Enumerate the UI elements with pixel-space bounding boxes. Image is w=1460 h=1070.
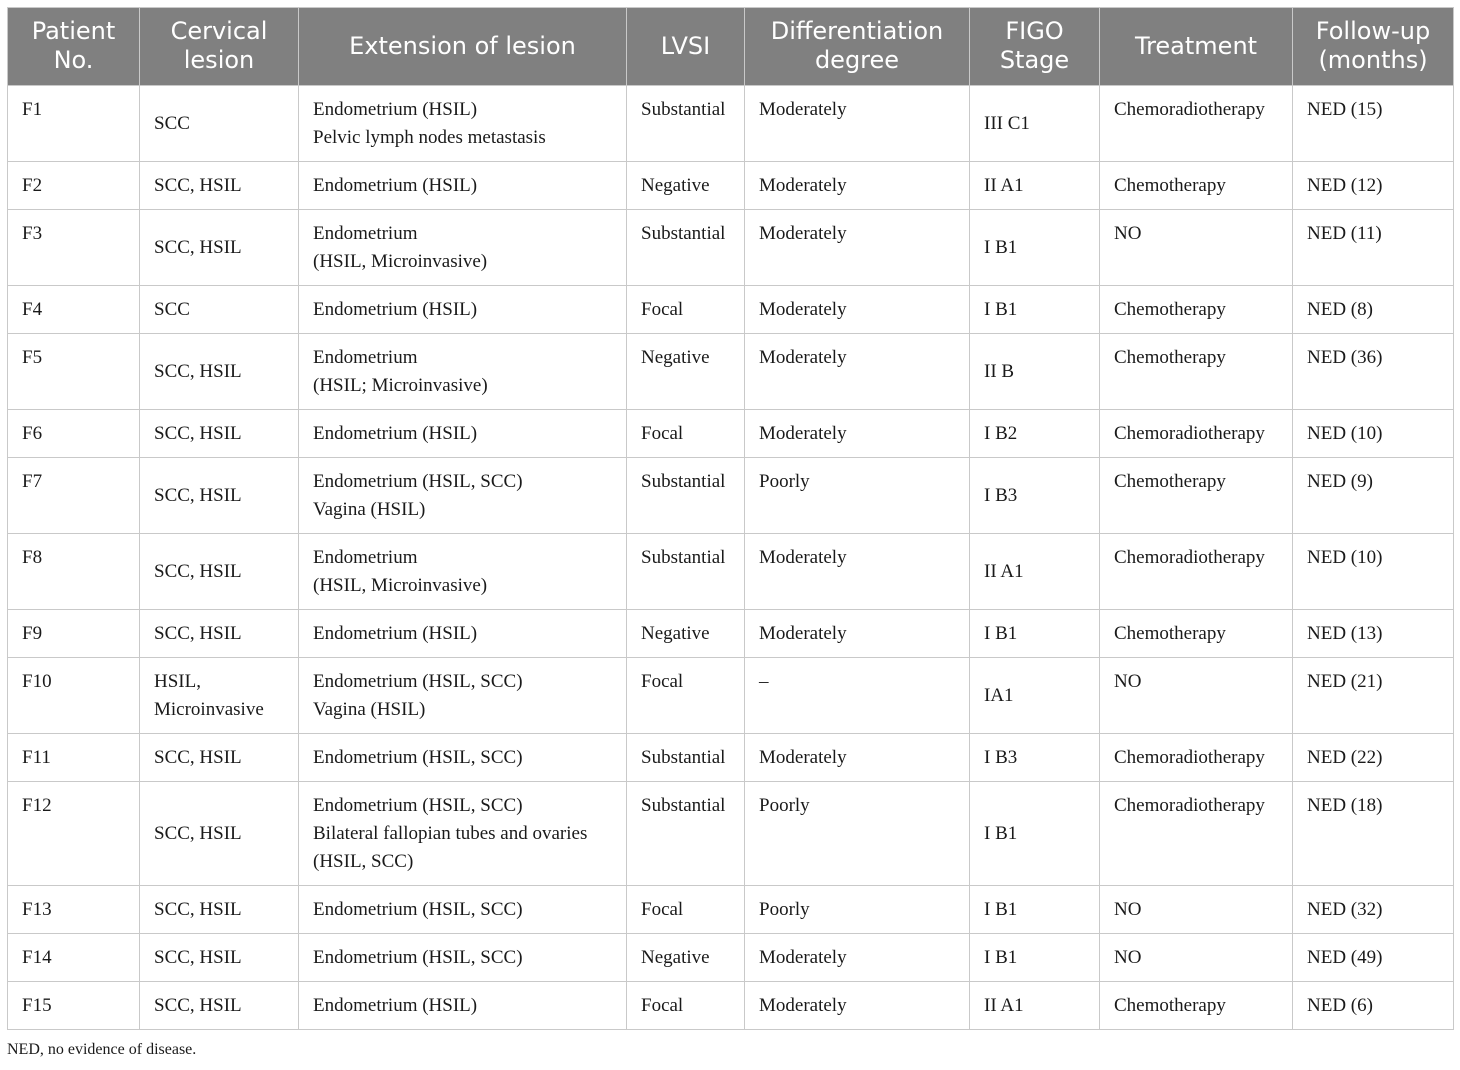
cell-lvsi-text: Focal bbox=[641, 899, 684, 920]
cell-extension-of-lesion bbox=[299, 210, 627, 286]
cell-patient-no-text: F7 bbox=[22, 471, 43, 492]
table-row bbox=[8, 534, 1454, 610]
cell-treatment bbox=[1100, 86, 1293, 162]
table-container bbox=[7, 7, 1453, 1030]
cell-treatment-text: Chemoradiotherapy bbox=[1114, 747, 1265, 768]
cell-differentiation-degree bbox=[745, 86, 970, 162]
cell-differentiation-degree-text: – bbox=[759, 671, 769, 692]
cell-patient-no bbox=[8, 458, 140, 534]
cell-treatment-text: NO bbox=[1114, 947, 1142, 968]
cell-lvsi-text: Substantial bbox=[641, 547, 726, 568]
cell-follow-up-text: NED (10) bbox=[1307, 547, 1383, 568]
cell-treatment bbox=[1100, 458, 1293, 534]
cell-treatment-text: Chemotherapy bbox=[1114, 623, 1226, 644]
cell-differentiation-degree-text: Poorly bbox=[759, 471, 810, 492]
cell-differentiation-degree-text: Moderately bbox=[759, 947, 847, 968]
cell-treatment bbox=[1100, 934, 1293, 982]
cell-cervical-lesion bbox=[140, 734, 299, 782]
cell-treatment bbox=[1100, 210, 1293, 286]
cell-lvsi bbox=[627, 210, 745, 286]
cell-follow-up bbox=[1293, 782, 1454, 886]
cell-cervical-lesion bbox=[140, 286, 299, 334]
cell-patient-no-text: F5 bbox=[22, 347, 43, 368]
cell-lvsi-text: Focal bbox=[641, 995, 684, 1016]
header-row bbox=[8, 8, 1454, 86]
cell-extension-of-lesion-line: Endometrium (HSIL, SCC) bbox=[313, 947, 523, 968]
cell-lvsi bbox=[627, 534, 745, 610]
cell-differentiation-degree bbox=[745, 734, 970, 782]
cell-extension-of-lesion bbox=[299, 162, 627, 210]
cell-cervical-lesion bbox=[140, 934, 299, 982]
cell-lvsi-text: Substantial bbox=[641, 795, 726, 816]
cell-patient-no-text: F10 bbox=[22, 671, 52, 692]
cell-extension-of-lesion-line: Vagina (HSIL) bbox=[313, 499, 426, 520]
cell-cervical-lesion bbox=[140, 458, 299, 534]
cell-treatment bbox=[1100, 982, 1293, 1030]
cell-lvsi-text: Substantial bbox=[641, 747, 726, 768]
cell-patient-no bbox=[8, 782, 140, 886]
cell-extension-of-lesion-line: Endometrium (HSIL) bbox=[313, 299, 478, 320]
table-row bbox=[8, 210, 1454, 286]
cell-lvsi bbox=[627, 610, 745, 658]
cell-differentiation-degree bbox=[745, 982, 970, 1030]
cell-differentiation-degree-text: Moderately bbox=[759, 347, 847, 368]
cell-differentiation-degree bbox=[745, 458, 970, 534]
cell-figo-stage bbox=[970, 534, 1100, 610]
cell-figo-stage bbox=[970, 162, 1100, 210]
cell-extension-of-lesion bbox=[299, 934, 627, 982]
cell-patient-no bbox=[8, 734, 140, 782]
cell-extension-of-lesion bbox=[299, 334, 627, 410]
cell-figo-stage-text: I B3 bbox=[984, 485, 1018, 506]
cell-differentiation-degree bbox=[745, 410, 970, 458]
cell-figo-stage bbox=[970, 658, 1100, 734]
cell-follow-up bbox=[1293, 410, 1454, 458]
cell-figo-stage-text: II A1 bbox=[984, 561, 1024, 582]
cell-differentiation-degree bbox=[745, 658, 970, 734]
cell-extension-of-lesion bbox=[299, 610, 627, 658]
table-row bbox=[8, 610, 1454, 658]
cell-treatment-text: NO bbox=[1114, 671, 1142, 692]
cell-patient-no-text: F9 bbox=[22, 623, 43, 644]
cell-lvsi bbox=[627, 782, 745, 886]
cell-extension-of-lesion bbox=[299, 982, 627, 1030]
cell-follow-up-text: NED (49) bbox=[1307, 947, 1383, 968]
cell-treatment-text: Chemotherapy bbox=[1114, 995, 1226, 1016]
cell-figo-stage bbox=[970, 934, 1100, 982]
cell-differentiation-degree bbox=[745, 210, 970, 286]
cell-figo-stage-text: II A1 bbox=[984, 995, 1024, 1016]
cell-lvsi-text: Negative bbox=[641, 947, 710, 968]
cell-lvsi bbox=[627, 86, 745, 162]
cell-figo-stage bbox=[970, 210, 1100, 286]
cell-figo-stage-text: II B bbox=[984, 361, 1015, 382]
cell-extension-of-lesion bbox=[299, 782, 627, 886]
cell-cervical-lesion bbox=[140, 334, 299, 410]
cell-extension-of-lesion bbox=[299, 534, 627, 610]
cell-follow-up bbox=[1293, 534, 1454, 610]
header-follow-up: Follow-up (months) bbox=[1293, 8, 1454, 86]
cell-patient-no-text: F15 bbox=[22, 995, 52, 1016]
cell-follow-up bbox=[1293, 982, 1454, 1030]
cell-extension-of-lesion-line: Endometrium (HSIL) bbox=[313, 423, 478, 444]
cell-extension-of-lesion-line: Endometrium bbox=[313, 347, 418, 368]
cell-cervical-lesion-line: SCC, HSIL bbox=[154, 947, 242, 968]
cell-patient-no bbox=[8, 982, 140, 1030]
cell-figo-stage-text: I B3 bbox=[984, 747, 1018, 768]
header-lvsi: LVSI bbox=[627, 8, 745, 86]
cell-treatment bbox=[1100, 162, 1293, 210]
cell-patient-no bbox=[8, 410, 140, 458]
cell-follow-up bbox=[1293, 886, 1454, 934]
cell-extension-of-lesion bbox=[299, 458, 627, 534]
cell-follow-up bbox=[1293, 286, 1454, 334]
cell-lvsi bbox=[627, 410, 745, 458]
cell-figo-stage-text: I B1 bbox=[984, 237, 1018, 258]
table-footnote: NED, no evidence of disease. bbox=[7, 1041, 197, 1058]
cell-cervical-lesion bbox=[140, 210, 299, 286]
cell-cervical-lesion bbox=[140, 534, 299, 610]
table-row bbox=[8, 162, 1454, 210]
header-extension-of-lesion: Extension of lesion bbox=[299, 8, 627, 86]
cell-treatment-text: Chemotherapy bbox=[1114, 471, 1226, 492]
cell-treatment-text: NO bbox=[1114, 899, 1142, 920]
header-cervical-lesion: Cervical lesion bbox=[140, 8, 299, 86]
cell-figo-stage-text: I B1 bbox=[984, 899, 1018, 920]
cell-patient-no-text: F12 bbox=[22, 795, 52, 816]
cell-lvsi-text: Negative bbox=[641, 623, 710, 644]
cell-figo-stage-text: I B1 bbox=[984, 623, 1018, 644]
cell-treatment-text: Chemotherapy bbox=[1114, 299, 1226, 320]
cell-patient-no-text: F11 bbox=[22, 747, 51, 768]
cell-treatment bbox=[1100, 534, 1293, 610]
cell-differentiation-degree-text: Moderately bbox=[759, 423, 847, 444]
cell-cervical-lesion bbox=[140, 162, 299, 210]
cell-follow-up-text: NED (22) bbox=[1307, 747, 1383, 768]
cell-extension-of-lesion-line: Endometrium bbox=[313, 547, 418, 568]
cell-patient-no bbox=[8, 162, 140, 210]
cell-extension-of-lesion-line: Endometrium (HSIL) bbox=[313, 99, 478, 120]
cell-extension-of-lesion-line: Endometrium (HSIL, SCC) bbox=[313, 471, 523, 492]
cell-figo-stage-text: II A1 bbox=[984, 175, 1024, 196]
cell-differentiation-degree bbox=[745, 286, 970, 334]
cell-lvsi-text: Focal bbox=[641, 423, 684, 444]
cell-extension-of-lesion-line: (HSIL, SCC) bbox=[313, 851, 414, 872]
cell-lvsi-text: Substantial bbox=[641, 223, 726, 244]
cell-cervical-lesion bbox=[140, 782, 299, 886]
cell-patient-no bbox=[8, 86, 140, 162]
cell-patient-no-text: F3 bbox=[22, 223, 43, 244]
cell-lvsi-text: Substantial bbox=[641, 471, 726, 492]
header-differentiation-degree: Differentiation degree bbox=[745, 8, 970, 86]
cell-follow-up-text: NED (18) bbox=[1307, 795, 1383, 816]
cell-lvsi bbox=[627, 934, 745, 982]
cell-follow-up-text: NED (32) bbox=[1307, 899, 1383, 920]
cell-treatment-text: NO bbox=[1114, 223, 1142, 244]
cell-differentiation-degree-text: Moderately bbox=[759, 623, 847, 644]
cell-figo-stage bbox=[970, 334, 1100, 410]
patient-table bbox=[7, 7, 1454, 1030]
cell-treatment bbox=[1100, 410, 1293, 458]
cell-treatment-text: Chemoradiotherapy bbox=[1114, 423, 1265, 444]
cell-treatment bbox=[1100, 286, 1293, 334]
cell-extension-of-lesion-line: Bilateral fallopian tubes and ovaries bbox=[313, 823, 588, 844]
cell-figo-stage-text: III C1 bbox=[984, 113, 1030, 134]
cell-cervical-lesion-line: SCC, HSIL bbox=[154, 623, 242, 644]
cell-extension-of-lesion-line: Vagina (HSIL) bbox=[313, 699, 426, 720]
cell-cervical-lesion bbox=[140, 658, 299, 734]
cell-extension-of-lesion-line: Endometrium (HSIL, SCC) bbox=[313, 899, 523, 920]
cell-figo-stage-text: I B1 bbox=[984, 947, 1018, 968]
cell-figo-stage bbox=[970, 286, 1100, 334]
cell-extension-of-lesion-line: Endometrium (HSIL) bbox=[313, 175, 478, 196]
cell-follow-up-text: NED (36) bbox=[1307, 347, 1383, 368]
cell-differentiation-degree-text: Moderately bbox=[759, 223, 847, 244]
cell-lvsi bbox=[627, 334, 745, 410]
cell-patient-no bbox=[8, 610, 140, 658]
cell-figo-stage bbox=[970, 734, 1100, 782]
table-row bbox=[8, 934, 1454, 982]
cell-follow-up bbox=[1293, 734, 1454, 782]
cell-patient-no bbox=[8, 210, 140, 286]
cell-lvsi-text: Negative bbox=[641, 175, 710, 196]
cell-follow-up bbox=[1293, 610, 1454, 658]
cell-patient-no bbox=[8, 534, 140, 610]
cell-differentiation-degree-text: Moderately bbox=[759, 299, 847, 320]
cell-lvsi bbox=[627, 458, 745, 534]
cell-follow-up-text: NED (10) bbox=[1307, 423, 1383, 444]
cell-cervical-lesion bbox=[140, 86, 299, 162]
cell-figo-stage-text: I B1 bbox=[984, 299, 1018, 320]
cell-lvsi bbox=[627, 734, 745, 782]
cell-extension-of-lesion-line: (HSIL; Microinvasive) bbox=[313, 375, 488, 396]
cell-follow-up-text: NED (12) bbox=[1307, 175, 1383, 196]
cell-differentiation-degree bbox=[745, 334, 970, 410]
cell-patient-no-text: F6 bbox=[22, 423, 43, 444]
cell-differentiation-degree-text: Poorly bbox=[759, 899, 810, 920]
cell-extension-of-lesion bbox=[299, 658, 627, 734]
cell-cervical-lesion-line: SCC, HSIL bbox=[154, 561, 242, 582]
cell-lvsi bbox=[627, 658, 745, 734]
table-row bbox=[8, 86, 1454, 162]
cell-lvsi-text: Negative bbox=[641, 347, 710, 368]
cell-differentiation-degree bbox=[745, 886, 970, 934]
cell-patient-no-text: F1 bbox=[22, 99, 43, 120]
cell-cervical-lesion-line: SCC, HSIL bbox=[154, 175, 242, 196]
cell-treatment-text: Chemoradiotherapy bbox=[1114, 547, 1265, 568]
table-row bbox=[8, 658, 1454, 734]
cell-treatment bbox=[1100, 610, 1293, 658]
table-row bbox=[8, 734, 1454, 782]
cell-follow-up-text: NED (15) bbox=[1307, 99, 1383, 120]
cell-follow-up bbox=[1293, 334, 1454, 410]
cell-lvsi bbox=[627, 886, 745, 934]
cell-patient-no bbox=[8, 286, 140, 334]
cell-treatment bbox=[1100, 782, 1293, 886]
cell-cervical-lesion bbox=[140, 410, 299, 458]
cell-figo-stage bbox=[970, 782, 1100, 886]
cell-patient-no bbox=[8, 934, 140, 982]
cell-treatment bbox=[1100, 886, 1293, 934]
cell-lvsi bbox=[627, 162, 745, 210]
cell-cervical-lesion-line: SCC, HSIL bbox=[154, 361, 242, 382]
header-patient-no: Patient No. bbox=[8, 8, 140, 86]
cell-treatment-text: Chemoradiotherapy bbox=[1114, 795, 1265, 816]
table-row bbox=[8, 782, 1454, 886]
cell-extension-of-lesion-line: (HSIL, Microinvasive) bbox=[313, 251, 488, 272]
cell-follow-up bbox=[1293, 458, 1454, 534]
cell-lvsi-text: Focal bbox=[641, 671, 684, 692]
cell-extension-of-lesion bbox=[299, 286, 627, 334]
cell-extension-of-lesion bbox=[299, 410, 627, 458]
cell-patient-no bbox=[8, 886, 140, 934]
cell-follow-up-text: NED (13) bbox=[1307, 623, 1383, 644]
cell-follow-up-text: NED (11) bbox=[1307, 223, 1382, 244]
cell-patient-no bbox=[8, 334, 140, 410]
cell-extension-of-lesion-line: Endometrium bbox=[313, 223, 418, 244]
cell-cervical-lesion-line: HSIL, bbox=[154, 671, 201, 692]
cell-differentiation-degree-text: Moderately bbox=[759, 995, 847, 1016]
cell-cervical-lesion-line: SCC bbox=[154, 299, 190, 320]
cell-patient-no-text: F2 bbox=[22, 175, 43, 196]
cell-patient-no-text: F13 bbox=[22, 899, 52, 920]
table-body bbox=[8, 86, 1454, 1030]
cell-figo-stage bbox=[970, 610, 1100, 658]
cell-figo-stage bbox=[970, 886, 1100, 934]
cell-follow-up bbox=[1293, 210, 1454, 286]
cell-cervical-lesion-line: SCC, HSIL bbox=[154, 995, 242, 1016]
cell-figo-stage bbox=[970, 982, 1100, 1030]
cell-cervical-lesion bbox=[140, 610, 299, 658]
cell-extension-of-lesion bbox=[299, 86, 627, 162]
cell-treatment-text: Chemotherapy bbox=[1114, 347, 1226, 368]
cell-differentiation-degree bbox=[745, 782, 970, 886]
header-figo-stage: FIGO Stage bbox=[970, 8, 1100, 86]
cell-follow-up bbox=[1293, 658, 1454, 734]
cell-treatment-text: Chemotherapy bbox=[1114, 175, 1226, 196]
cell-treatment bbox=[1100, 334, 1293, 410]
cell-follow-up-text: NED (6) bbox=[1307, 995, 1373, 1016]
cell-differentiation-degree bbox=[745, 610, 970, 658]
cell-differentiation-degree bbox=[745, 934, 970, 982]
cell-differentiation-degree-text: Moderately bbox=[759, 175, 847, 196]
cell-extension-of-lesion-line: Endometrium (HSIL) bbox=[313, 995, 478, 1016]
cell-extension-of-lesion-line: Pelvic lymph nodes metastasis bbox=[313, 127, 546, 148]
header-treatment: Treatment bbox=[1100, 8, 1293, 86]
cell-extension-of-lesion bbox=[299, 886, 627, 934]
cell-differentiation-degree-text: Moderately bbox=[759, 99, 847, 120]
cell-follow-up-text: NED (9) bbox=[1307, 471, 1373, 492]
cell-follow-up bbox=[1293, 162, 1454, 210]
cell-figo-stage bbox=[970, 410, 1100, 458]
cell-cervical-lesion-line: SCC, HSIL bbox=[154, 423, 242, 444]
cell-differentiation-degree-text: Moderately bbox=[759, 747, 847, 768]
cell-cervical-lesion-line: Microinvasive bbox=[154, 699, 264, 720]
cell-treatment-text: Chemoradiotherapy bbox=[1114, 99, 1265, 120]
cell-lvsi bbox=[627, 982, 745, 1030]
cell-patient-no-text: F4 bbox=[22, 299, 43, 320]
table-row bbox=[8, 334, 1454, 410]
cell-lvsi-text: Focal bbox=[641, 299, 684, 320]
cell-differentiation-degree bbox=[745, 534, 970, 610]
cell-cervical-lesion-line: SCC, HSIL bbox=[154, 237, 242, 258]
cell-cervical-lesion bbox=[140, 886, 299, 934]
cell-figo-stage bbox=[970, 458, 1100, 534]
cell-lvsi-text: Substantial bbox=[641, 99, 726, 120]
cell-cervical-lesion-line: SCC bbox=[154, 113, 190, 134]
table-row bbox=[8, 982, 1454, 1030]
cell-treatment bbox=[1100, 734, 1293, 782]
cell-extension-of-lesion-line: Endometrium (HSIL, SCC) bbox=[313, 795, 523, 816]
cell-figo-stage-text: I B1 bbox=[984, 823, 1018, 844]
cell-differentiation-degree-text: Moderately bbox=[759, 547, 847, 568]
cell-extension-of-lesion-line: Endometrium (HSIL, SCC) bbox=[313, 747, 523, 768]
cell-cervical-lesion-line: SCC, HSIL bbox=[154, 747, 242, 768]
cell-patient-no-text: F14 bbox=[22, 947, 52, 968]
cell-extension-of-lesion-line: (HSIL, Microinvasive) bbox=[313, 575, 488, 596]
cell-cervical-lesion-line: SCC, HSIL bbox=[154, 485, 242, 506]
cell-patient-no-text: F8 bbox=[22, 547, 43, 568]
cell-differentiation-degree bbox=[745, 162, 970, 210]
cell-follow-up-text: NED (8) bbox=[1307, 299, 1373, 320]
cell-lvsi bbox=[627, 286, 745, 334]
cell-extension-of-lesion-line: Endometrium (HSIL, SCC) bbox=[313, 671, 523, 692]
table-row bbox=[8, 410, 1454, 458]
cell-follow-up bbox=[1293, 934, 1454, 982]
cell-follow-up bbox=[1293, 86, 1454, 162]
cell-cervical-lesion bbox=[140, 982, 299, 1030]
cell-cervical-lesion-line: SCC, HSIL bbox=[154, 823, 242, 844]
table-row bbox=[8, 286, 1454, 334]
cell-cervical-lesion-line: SCC, HSIL bbox=[154, 899, 242, 920]
cell-extension-of-lesion bbox=[299, 734, 627, 782]
cell-treatment bbox=[1100, 658, 1293, 734]
cell-figo-stage-text: I B2 bbox=[984, 423, 1018, 444]
cell-follow-up-text: NED (21) bbox=[1307, 671, 1383, 692]
table-row bbox=[8, 886, 1454, 934]
cell-figo-stage-text: IA1 bbox=[984, 685, 1014, 706]
cell-patient-no bbox=[8, 658, 140, 734]
cell-differentiation-degree-text: Poorly bbox=[759, 795, 810, 816]
cell-figo-stage bbox=[970, 86, 1100, 162]
table-row bbox=[8, 458, 1454, 534]
cell-extension-of-lesion-line: Endometrium (HSIL) bbox=[313, 623, 478, 644]
